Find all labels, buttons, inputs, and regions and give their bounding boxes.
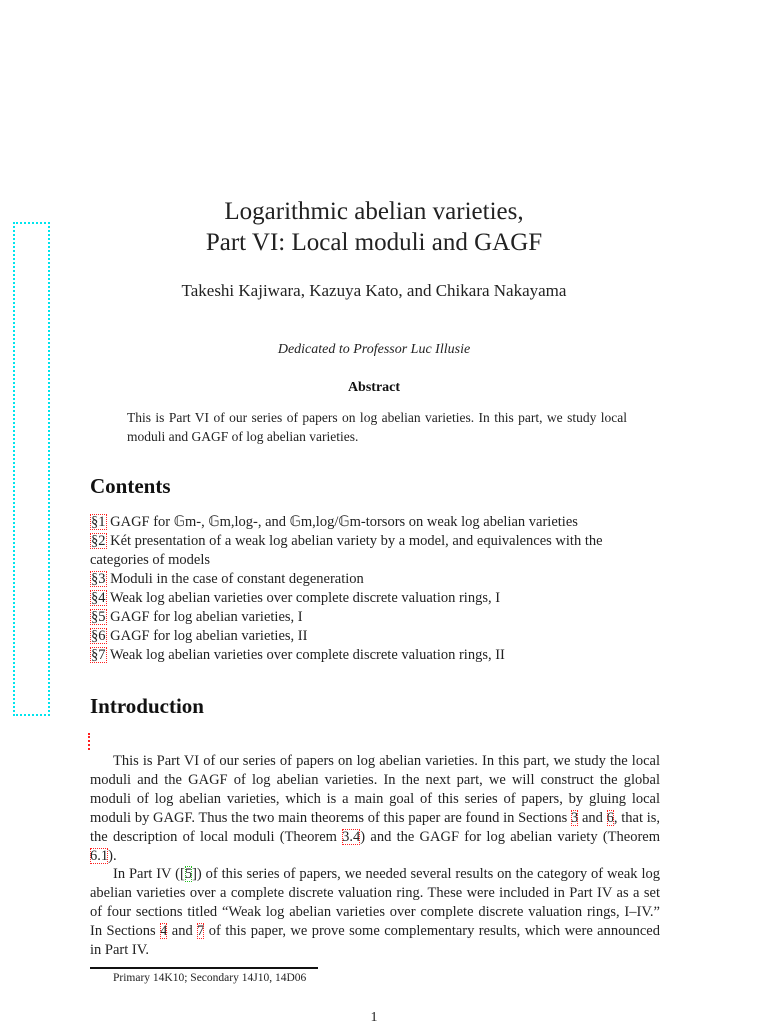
text-span: and xyxy=(578,809,607,826)
toc-item-4 xyxy=(90,589,662,608)
text-span: ). xyxy=(108,847,117,864)
toc-item-6 xyxy=(90,627,662,646)
intro-paragraph-1 xyxy=(90,752,660,865)
theorem-ref-6-1[interactable]: 6.1 xyxy=(90,847,109,864)
title-line-1: Logarithmic abelian varieties, xyxy=(224,198,524,225)
introduction-body xyxy=(90,752,660,960)
section-ref-6[interactable]: 6 xyxy=(606,809,614,826)
section-ref-3[interactable]: 3 xyxy=(570,809,579,826)
theorem-ref-3-4[interactable]: 3.4 xyxy=(342,828,361,845)
toc-link-1[interactable]: §1 xyxy=(91,514,106,530)
toc-title-6: GAGF for log abelian varieties, II xyxy=(110,628,308,644)
abstract-text: This is Part VI of our series of papers on log abelian varieties. In this part, we study local moduli and GAGF of log abelian varieties. xyxy=(127,410,627,444)
page-number: 1 xyxy=(370,1010,378,1025)
abstract-heading: Abstract xyxy=(347,380,401,395)
text-span: , that is, the description of local moduli (Theorem xyxy=(90,809,661,845)
text-span: This is Part VI of our series of papers on log abelian varieties. In this part, we study the local moduli and the GAGF of log abelian varieties. In the next part, we will construct the global moduli of log abelian varieties, which is a main goal of this series of papers, by gluing local moduli by GAGF. Thus the two main theorems of this paper are found in Sections xyxy=(90,753,660,826)
text-span: of this paper, we prove some complementary results, which were announced in Part IV. xyxy=(90,923,660,959)
text-span: and xyxy=(167,923,198,940)
title-line-2: Part VI: Local moduli and GAGF xyxy=(205,229,543,256)
toc-title-3: Moduli in the case of constant degeneration xyxy=(110,571,364,587)
toc-item-3 xyxy=(90,570,662,589)
section-ref-7[interactable]: 7 xyxy=(197,923,205,940)
table-of-contents xyxy=(90,513,662,665)
toc-link-7[interactable]: §7 xyxy=(91,647,106,663)
contents-heading: Contents xyxy=(90,474,171,498)
footnote-msc: Primary 14K10; Secondary 14J10, 14D06 xyxy=(113,972,307,984)
intro-paragraph-2 xyxy=(90,865,660,960)
introduction-heading: Introduction xyxy=(90,694,204,718)
section-ref-4[interactable]: 4 xyxy=(160,923,168,940)
toc-item-5 xyxy=(90,608,662,627)
toc-link-3[interactable]: §3 xyxy=(91,571,106,587)
toc-title-4: Weak log abelian varieties over complete discrete valuation rings, I xyxy=(109,590,501,606)
toc-link-2[interactable]: §2 xyxy=(91,533,106,549)
text-span: ]) of this series of papers, we needed several results on the category of weak log abelian varieties over a complete discrete valuation ring. These were included in Part IV as a set of four sections titled “Weak log abelian varieties over complete discrete valuation rings, I–IV.” In Sections xyxy=(90,866,660,940)
toc-title-7: Weak log abelian varieties over complete discrete valuation rings, II xyxy=(109,647,505,663)
toc-link-4[interactable]: §4 xyxy=(91,590,106,606)
toc-item-1 xyxy=(90,513,662,532)
toc-item-7 xyxy=(90,646,662,665)
text-span: ) and the GAGF for log abelian variety (Theorem xyxy=(360,828,660,845)
toc-link-6[interactable]: §6 xyxy=(91,628,106,644)
toc-link-5[interactable]: §5 xyxy=(91,609,106,625)
citation-ref-5[interactable]: 5 xyxy=(184,866,193,883)
paper-title xyxy=(0,196,748,258)
anchor-link-marker[interactable] xyxy=(88,733,92,750)
authors: Takeshi Kajiwara, Kazuya Kato, and Chikara Nakayama xyxy=(181,281,567,300)
toc-title-2: Két presentation of a weak log abelian variety by a model, and equivalences with the categories of models xyxy=(90,533,603,568)
toc-title-1: GAGF for 𝔾m-, 𝔾m,log-, and 𝔾m,log/𝔾m-torsors on weak log abelian varieties xyxy=(110,514,578,530)
dedication: Dedicated to Professor Luc Illusie xyxy=(277,342,471,357)
toc-item-2 xyxy=(90,532,662,570)
toc-title-5: GAGF for log abelian varieties, I xyxy=(110,609,303,625)
text-span: In Part IV ([ xyxy=(113,866,185,883)
footnote-rule xyxy=(90,967,318,969)
